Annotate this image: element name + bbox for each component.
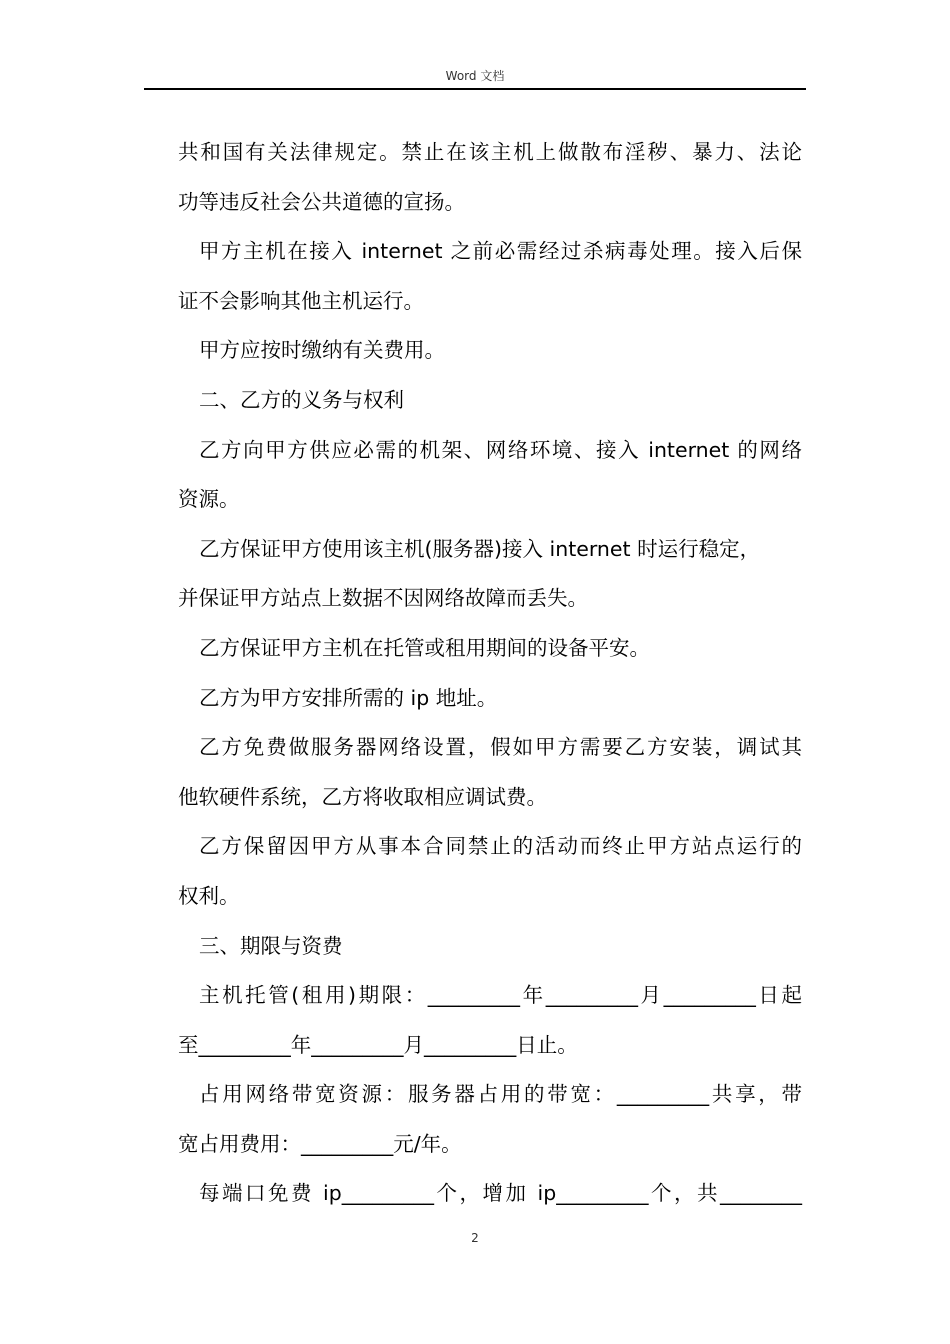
- text-line: 乙方保留因甲方从事本合同禁止的活动而终止甲方站点运行的: [199, 834, 802, 859]
- text-line: 功等违反社会公共道德的宣扬。: [178, 189, 465, 214]
- section-heading: 二、乙方的义务与权利: [199, 387, 404, 412]
- text-line: 乙方向甲方供应必需的机架、网络环境、接入 internet 的网络: [199, 437, 802, 462]
- text-line: 权利。: [178, 883, 240, 908]
- document-body: [178, 128, 802, 1219]
- text-line: 至_________年_________月_________日止。: [178, 1032, 578, 1057]
- text-line: 主机托管(租用)期限：_________年_________月_________日起: [199, 983, 802, 1008]
- page-number: 2: [471, 1231, 479, 1245]
- text-line: 甲方应按时缴纳有关费用。: [199, 338, 445, 363]
- page-header: [144, 66, 806, 90]
- text-line: 每端口免费 ip_________个，增加 ip_________个，共________: [199, 1181, 802, 1206]
- text-line: 甲方主机在接入 internet 之前必需经过杀病毒处理。接入后保: [199, 239, 802, 264]
- header-title: Word 文档: [445, 69, 505, 83]
- text-line: 占用网络带宽资源：服务器占用的带宽：_________共享，带: [199, 1082, 802, 1107]
- text-line: 证不会影响其他主机运行。: [178, 288, 424, 313]
- text-line: 宽占用费用：_________元/年。: [178, 1131, 462, 1156]
- text-line: 乙方保证甲方使用该主机(服务器)接入 internet 时运行稳定，: [199, 536, 761, 561]
- text-line: 他软硬件系统，乙方将收取相应调试费。: [178, 784, 547, 809]
- section-heading: 三、期限与资费: [199, 933, 343, 958]
- text-line: 共和国有关法律规定。禁止在该主机上做散布淫秽、暴力、法论: [178, 140, 802, 164]
- text-line: 资源。: [178, 487, 240, 512]
- text-line: 乙方免费做服务器网络设置，假如甲方需要乙方安装，调试其: [199, 735, 802, 760]
- text-line: 乙方为甲方安排所需的 ip 地址。: [199, 685, 498, 710]
- text-line: 并保证甲方站点上数据不因网络故障而丢失。: [178, 586, 588, 611]
- text-line: 乙方保证甲方主机在托管或租用期间的设备平安。: [199, 635, 650, 660]
